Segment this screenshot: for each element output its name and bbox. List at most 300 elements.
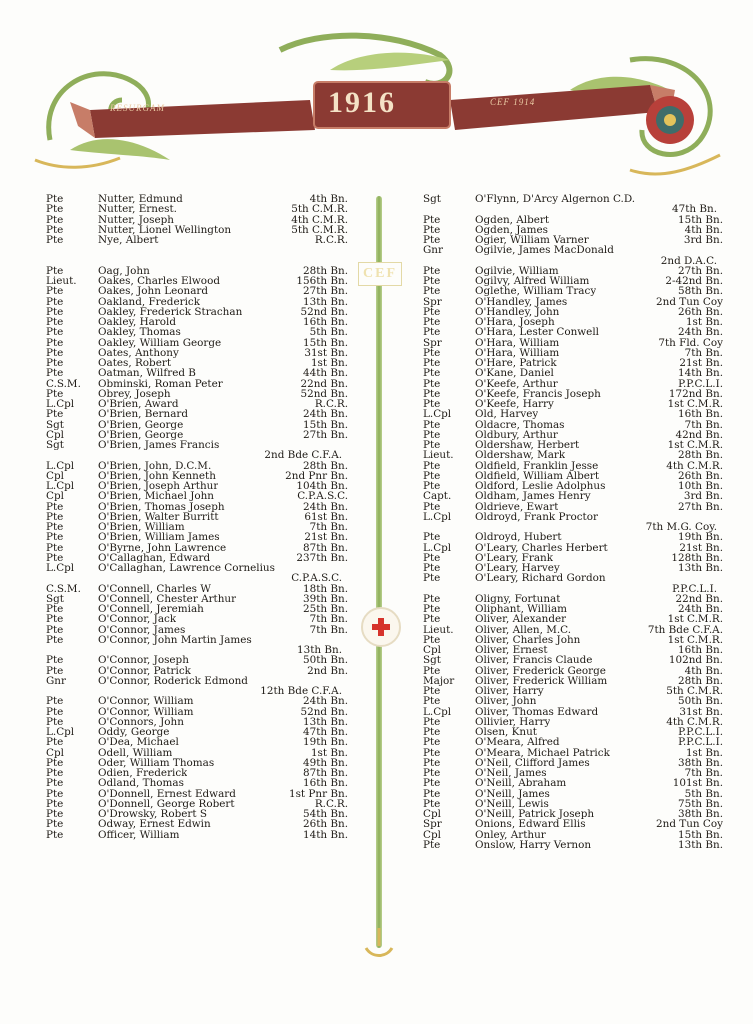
red-cross-icon xyxy=(361,607,401,647)
rank: Pte xyxy=(46,634,64,645)
unit: 7th Fld. Coy xyxy=(658,336,723,349)
rank: Pte xyxy=(423,419,441,430)
rank: Pte xyxy=(46,194,64,205)
soldier-name: Oldfield, William Albert xyxy=(475,470,600,481)
roll-entry xyxy=(46,225,348,235)
soldier-name: O'Brien, William James xyxy=(98,532,220,543)
soldier-name: Ollivier, Harry xyxy=(475,716,551,727)
unit-continuation: 7th M.G. Coy. xyxy=(645,521,717,533)
roll-entry xyxy=(46,655,348,665)
banner-year: 1916 xyxy=(328,86,396,119)
soldier-name: O'Neil, James xyxy=(475,768,547,779)
rank: Pte xyxy=(46,317,64,328)
soldier-name: O'Hara, Joseph xyxy=(475,317,555,328)
unit: 52nd Bn. xyxy=(300,387,348,400)
unit: 31st Bn. xyxy=(304,346,348,359)
soldier-name: Oag, John xyxy=(98,265,150,276)
unit: 27th Bn. xyxy=(302,428,348,441)
roll-entry xyxy=(423,696,723,706)
rank: Pte xyxy=(46,696,64,707)
rank: L.Cpl xyxy=(423,706,452,717)
rank: Pte xyxy=(46,604,64,615)
rank: Pte xyxy=(423,634,441,645)
unit: 87th Bn. xyxy=(302,767,348,779)
unit: 27th Bn. xyxy=(302,285,348,298)
roll-entry xyxy=(46,338,348,348)
unit-continuation: 2nd D.A.C. xyxy=(660,254,717,267)
soldier-name: O'Hara, William xyxy=(475,337,560,348)
unit: 7th Bn. xyxy=(684,767,723,779)
soldier-name: Onley, Arthur xyxy=(475,829,546,840)
soldier-name: O'Callaghan, Edward xyxy=(98,552,211,563)
roll-entry xyxy=(46,532,348,542)
soldier-name: Oliver, Harry xyxy=(475,686,544,697)
rank: Pte xyxy=(46,532,64,543)
roll-entry xyxy=(46,789,348,799)
soldier-name: O'Connell, Charles W xyxy=(98,583,211,594)
roll-entry xyxy=(46,204,348,214)
rank: Sgt xyxy=(46,440,64,451)
rank: Pte xyxy=(423,224,441,235)
soldier-name: Odway, Ernest Edwin xyxy=(98,819,211,830)
soldier-name: Oates, Anthony xyxy=(98,347,179,358)
unit: 156th Bn. xyxy=(296,275,348,287)
soldier-name: O'Connor, Joseph xyxy=(98,655,189,666)
rank: Pte xyxy=(46,204,64,215)
unit: 28th Bn. xyxy=(302,264,348,277)
unit: 50th Bn. xyxy=(302,654,348,667)
soldier-name: Oldham, James Henry xyxy=(475,491,591,502)
rank: Pte xyxy=(46,624,64,635)
unit: 50th Bn. xyxy=(677,695,723,708)
rank: Spr xyxy=(423,337,442,348)
rank: L.Cpl xyxy=(423,542,452,553)
unit: 22nd Bn. xyxy=(675,592,723,605)
rank: L.Cpl xyxy=(423,409,452,420)
rank: Pte xyxy=(423,501,441,512)
roll-entry xyxy=(423,655,723,665)
soldier-name: O'Kane, Daniel xyxy=(475,368,554,379)
soldier-name: Oder, William Thomas xyxy=(98,757,215,768)
roll-entry xyxy=(423,286,723,296)
soldier-name: O'Connor, William xyxy=(98,706,194,717)
rank: Cpl xyxy=(423,645,441,656)
rank: Pte xyxy=(46,706,64,717)
rank: Sgt xyxy=(423,194,441,205)
soldier-name: O'Handley, James xyxy=(475,296,568,307)
soldier-name: Ogilvy, Alfred William xyxy=(475,276,590,287)
roll-entry xyxy=(423,327,723,337)
unit: 1st Pnr Bn. xyxy=(288,787,348,800)
ribbon-right xyxy=(450,85,658,130)
rank: L.Cpl xyxy=(46,727,75,738)
roll-entry xyxy=(423,225,723,235)
rank: Pte xyxy=(46,409,64,420)
rank: Pte xyxy=(423,429,441,440)
soldier-name: Odien, Frederick xyxy=(98,768,188,779)
unit: 2nd Pnr Bn. xyxy=(285,469,348,482)
rank: Pte xyxy=(46,716,64,727)
soldier-name: O'Dea, Michael xyxy=(98,737,179,748)
unit: 7th Bn. xyxy=(309,613,348,626)
unit: 24th Bn. xyxy=(302,500,348,513)
unit: 102nd Bn. xyxy=(668,654,723,667)
roll-entry xyxy=(46,491,348,501)
roll-entry xyxy=(46,614,348,624)
unit-continuation: 2nd Bde C.F.A. xyxy=(264,449,342,462)
unit: 101st Bn. xyxy=(672,777,723,790)
unit: 3rd Bn. xyxy=(683,234,723,246)
rank: Pte xyxy=(46,757,64,768)
soldier-name: O'Keefe, Harry xyxy=(475,399,554,410)
soldier-name: O'Brien, Thomas Joseph xyxy=(98,501,225,512)
rank: Pte xyxy=(46,511,64,522)
roll-entry xyxy=(46,778,348,788)
unit: 7th Bn. xyxy=(684,418,723,431)
soldier-name: Oliver, Thomas Edward xyxy=(475,706,599,717)
rank: Pte xyxy=(46,368,64,379)
unit: 54th Bn. xyxy=(302,808,348,820)
rank: Gnr xyxy=(46,675,66,686)
soldier-name: O'Neill, Lewis xyxy=(475,798,549,809)
soldier-name: O'Handley, John xyxy=(475,306,560,317)
unit: 1st Bn. xyxy=(310,746,348,759)
rank: L.Cpl xyxy=(46,563,75,574)
roll-entry xyxy=(46,286,348,296)
unit: 15th Bn. xyxy=(677,213,723,226)
rank: Pte xyxy=(46,235,64,246)
soldier-name: O'Connell, Chester Arthur xyxy=(98,593,237,604)
unit: 10th Bn. xyxy=(677,480,723,492)
soldier-name: Oddy, George xyxy=(98,727,170,738)
unit: 5th Bn. xyxy=(684,787,723,800)
rank: Gnr xyxy=(423,245,443,256)
rank: Pte xyxy=(46,737,64,748)
unit: 1st C.M.R. xyxy=(667,613,723,626)
soldier-name: Onions, Edward Ellis xyxy=(475,819,586,830)
unit: 27th Bn. xyxy=(677,500,723,513)
roll-entry xyxy=(423,614,723,624)
roll-entry xyxy=(46,348,348,358)
unit: P.P.C.L.I. xyxy=(678,726,723,738)
unit: 4th C.M.R. xyxy=(666,459,723,472)
unit: 19th Bn. xyxy=(677,531,723,544)
soldier-name: O'Hara, William xyxy=(475,347,560,358)
soldier-name: Nutter, Lionel Wellington xyxy=(98,224,232,235)
soldier-name: O'Keefe, Francis Joseph xyxy=(475,388,601,399)
rank: Pte xyxy=(423,778,441,789)
rank: Pte xyxy=(46,778,64,789)
roll-entry xyxy=(46,830,348,840)
unit: 24th Bn. xyxy=(677,603,723,615)
soldier-name: O'Brien, Joseph Arthur xyxy=(98,481,219,492)
unit: P.P.C.L.I. xyxy=(678,377,723,390)
soldier-name: O'Leary, Charles Herbert xyxy=(475,542,608,553)
rank: C.S.M. xyxy=(46,378,81,389)
unit: 4th Bn. xyxy=(684,664,723,677)
roll-entry xyxy=(46,625,348,635)
unit: 58th Bn. xyxy=(677,285,723,298)
rank: L.Cpl xyxy=(46,481,75,492)
roll-entry xyxy=(46,327,348,337)
roll-entry xyxy=(423,307,723,317)
rank: Pte xyxy=(423,399,441,410)
unit: 16th Bn. xyxy=(677,644,723,656)
soldier-name: O'Brien, George xyxy=(98,429,184,440)
rank: Cpl xyxy=(423,809,441,820)
rank: Pte xyxy=(423,532,441,543)
soldier-name: Oldfield, Franklin Jesse xyxy=(475,460,599,471)
roll-entry xyxy=(46,604,348,614)
unit: 28th Bn. xyxy=(677,674,723,687)
rank: Cpl xyxy=(423,829,441,840)
unit: 42nd Bn. xyxy=(675,428,723,441)
rank: Pte xyxy=(423,378,441,389)
rank: Pte xyxy=(46,286,64,297)
soldier-name: Oates, Robert xyxy=(98,358,171,369)
soldier-name: Oldacre, Thomas xyxy=(475,419,565,430)
soldier-name: Oakley, Thomas xyxy=(98,327,181,338)
unit: 16th Bn. xyxy=(302,777,348,790)
unit: 24th Bn. xyxy=(302,408,348,421)
soldier-name: Oakley, Frederick Strachan xyxy=(98,306,243,317)
roll-entry xyxy=(423,450,723,460)
roll-entry xyxy=(423,481,723,491)
soldier-name: Oakes, John Leonard xyxy=(98,286,209,297)
soldier-name: O'Connor, Roderick Edmond xyxy=(98,675,248,686)
soldier-name: Oldford, Leslie Adolphus xyxy=(475,481,606,492)
rank: Pte xyxy=(46,829,64,840)
soldier-name: O'Brien, Bernard xyxy=(98,409,189,420)
roll-entry xyxy=(46,666,348,676)
soldier-name: Oliver, Frederick William xyxy=(475,675,608,686)
unit: 21st Bn. xyxy=(679,357,723,369)
roll-entry xyxy=(423,737,723,747)
roll-entry xyxy=(423,758,723,768)
soldier-name: Oliver, Charles John xyxy=(475,634,581,645)
unit: 172nd Bn. xyxy=(668,387,723,400)
rank: Pte xyxy=(46,224,64,235)
soldier-name: Onslow, Harry Vernon xyxy=(475,839,592,850)
soldier-name: Oldroyd, Frank Proctor xyxy=(475,511,598,522)
soldier-name: Nutter, Ernest. xyxy=(98,204,177,215)
soldier-name: O'Connell, Jeremiah xyxy=(98,604,204,615)
unit: 15th Bn. xyxy=(302,336,348,349)
rank: Pte xyxy=(423,235,441,246)
rank: Pte xyxy=(423,214,441,225)
soldier-name: O'Connor, Jack xyxy=(98,614,177,625)
unit: 28th Bn. xyxy=(302,459,348,472)
soldier-name: Old, Harvey xyxy=(475,409,539,420)
rank: Pte xyxy=(423,306,441,317)
soldier-name: Oldershaw, Mark xyxy=(475,450,566,461)
roll-entry xyxy=(423,368,723,378)
rank: Lieut. xyxy=(423,450,454,461)
soldier-name: O'Neill, James xyxy=(475,788,550,799)
unit: R.C.R. xyxy=(314,398,348,410)
rank: Pte xyxy=(46,214,64,225)
unit-continuation-row xyxy=(46,573,348,583)
unit: 13th Bn. xyxy=(302,715,348,728)
soldier-name: O'Brien, John Kenneth xyxy=(98,470,216,481)
roll-entry xyxy=(46,409,348,419)
soldier-name: Oakley, Harold xyxy=(98,317,177,328)
unit: 4th Bn. xyxy=(684,223,723,236)
rank: Major xyxy=(423,675,455,686)
soldier-name: O'Keefe, Arthur xyxy=(475,378,558,389)
rank: Pte xyxy=(423,552,441,563)
soldier-name: Nutter, Edmund xyxy=(98,194,183,205)
soldier-name: O'Brien, George xyxy=(98,419,184,430)
rank: Pte xyxy=(46,768,64,779)
unit: 26th Bn. xyxy=(677,305,723,318)
roll-entry xyxy=(423,532,723,542)
rank: Pte xyxy=(423,768,441,779)
unit: 16th Bn. xyxy=(677,408,723,421)
rank: Pte xyxy=(46,501,64,512)
soldier-name: O'Donnell, Ernest Edward xyxy=(98,788,236,799)
soldier-name: Obrey, Joseph xyxy=(98,388,171,399)
soldier-name: O'Brien, Michael John xyxy=(98,491,214,502)
soldier-name: Oliver, Frederick George xyxy=(475,665,606,676)
unit: 4th Bn. xyxy=(309,193,348,205)
rank: Pte xyxy=(46,296,64,307)
soldier-name: Oliver, Alexander xyxy=(475,614,567,625)
soldier-name: O'Connor, John Martin James xyxy=(98,634,252,645)
roll-entry xyxy=(423,348,723,358)
soldier-name: Officer, William xyxy=(98,829,180,840)
roll-entry xyxy=(46,389,348,399)
soldier-name: Oakes, Charles Elwood xyxy=(98,276,220,287)
soldier-name: O'Brien, John, D.C.M. xyxy=(98,460,212,471)
unit: 15th Bn. xyxy=(677,828,723,841)
soldier-name: O'Brien, Award xyxy=(98,399,179,410)
unit-continuation: P.P.C.L.I. xyxy=(672,582,717,595)
unit: 13th Bn. xyxy=(677,562,723,574)
soldier-name: Ogilvie, James MacDonald xyxy=(475,245,614,256)
rank: L.Cpl xyxy=(423,511,452,522)
rank: Pte xyxy=(423,727,441,738)
soldier-name: O'Neill, Patrick Joseph xyxy=(475,809,595,820)
rank: Sgt xyxy=(46,593,64,604)
rank: Pte xyxy=(46,347,64,358)
spacer xyxy=(46,245,348,255)
rank: Cpl xyxy=(46,747,64,758)
unit: 1st Bn. xyxy=(685,316,723,328)
soldier-name: Ogier, William Varner xyxy=(475,235,589,246)
roll-entry xyxy=(423,491,723,501)
rank: Pte xyxy=(46,522,64,533)
rank: Pte xyxy=(423,563,441,574)
roll-entry xyxy=(423,502,723,512)
unit: 28th Bn. xyxy=(677,449,723,462)
rank: Pte xyxy=(46,388,64,399)
unit: 104th Bn. xyxy=(296,480,348,492)
ribbon-left-text: RESURGAM xyxy=(110,103,165,113)
soldier-name: Oldbury, Arthur xyxy=(475,429,558,440)
rank: Cpl xyxy=(46,491,64,502)
roll-entry xyxy=(46,737,348,747)
soldier-name: O'Connor, Patrick xyxy=(98,665,191,676)
soldier-name: O'Leary, Harvey xyxy=(475,563,560,574)
unit: 52nd Bn. xyxy=(300,305,348,318)
soldier-name: Nye, Albert xyxy=(98,235,159,246)
soldier-name: Oglethe, William Tracy xyxy=(475,286,597,297)
rank: Pte xyxy=(423,788,441,799)
unit: 1st Bn. xyxy=(685,746,723,759)
rank: Cpl xyxy=(46,470,64,481)
roll-entry xyxy=(46,819,348,829)
rank: Pte xyxy=(423,347,441,358)
unit: 18th Bn. xyxy=(302,582,348,595)
rank: Pte xyxy=(423,327,441,338)
rank: Pte xyxy=(46,358,64,369)
unit: 1st Bn. xyxy=(310,357,348,369)
rank: Pte xyxy=(423,573,441,584)
soldier-name: Oakley, William George xyxy=(98,337,222,348)
roll-entry xyxy=(423,409,723,419)
left-leaf xyxy=(70,139,170,160)
soldier-name: Ogden, Albert xyxy=(475,214,550,225)
unit: 61st Bn. xyxy=(304,510,348,523)
soldier-name: O'Brien, William xyxy=(98,522,185,533)
soldier-name: Oliver, Ernest xyxy=(475,645,548,656)
unit: 5th C.M.R. xyxy=(666,685,723,697)
soldier-name: Ogden, James xyxy=(475,224,548,235)
unit: 128th Bn. xyxy=(671,551,723,564)
unit: 47th Bn. xyxy=(302,726,348,738)
unit: 38th Bn. xyxy=(677,756,723,769)
rank: Pte xyxy=(46,306,64,317)
unit-continuation: C.P.A.S.C. xyxy=(291,572,342,585)
unit-continuation: 12th Bde C.F.A. xyxy=(260,685,342,697)
rank: Pte xyxy=(46,337,64,348)
unit: 2-42nd Bn. xyxy=(665,275,723,287)
roll-entry xyxy=(46,368,348,378)
unit: 27th Bn. xyxy=(677,264,723,277)
roll-entry xyxy=(46,553,348,563)
soldier-name: O'Connors, John xyxy=(98,716,184,727)
unit: 75th Bn. xyxy=(677,797,723,810)
unit-continuation-row xyxy=(423,204,723,214)
unit: 237th Bn. xyxy=(296,551,348,564)
rank: Pte xyxy=(46,614,64,625)
roll-entry xyxy=(46,512,348,522)
soldier-name: Oliver, Francis Claude xyxy=(475,655,593,666)
soldier-name: O'Flynn, D'Arcy Algernon C.D. xyxy=(475,194,636,205)
unit: 16th Bn. xyxy=(302,316,348,328)
roll-entry xyxy=(423,338,723,348)
soldier-name: Odland, Thomas xyxy=(98,778,184,789)
unit: 24th Bn. xyxy=(677,326,723,339)
rank: Pte xyxy=(46,788,64,799)
rank: Pte xyxy=(423,368,441,379)
rank: Pte xyxy=(423,440,441,451)
rank: Pte xyxy=(46,542,64,553)
rank: Lieut. xyxy=(423,624,454,635)
soldier-name: O'Brien, Walter Burritt xyxy=(98,511,219,522)
soldier-name: O'Leary, Frank xyxy=(475,552,554,563)
rank: Pte xyxy=(46,665,64,676)
unit: 21st Bn. xyxy=(679,541,723,554)
roll-entry xyxy=(423,573,723,583)
unit: 7th Bn. xyxy=(309,623,348,636)
rank: Pte xyxy=(423,460,441,471)
unit: 49th Bn. xyxy=(302,756,348,769)
soldier-name: Oldrieve, Ewart xyxy=(475,501,559,512)
rank: Pte xyxy=(46,798,64,809)
unit: 7th Bn. xyxy=(309,521,348,533)
